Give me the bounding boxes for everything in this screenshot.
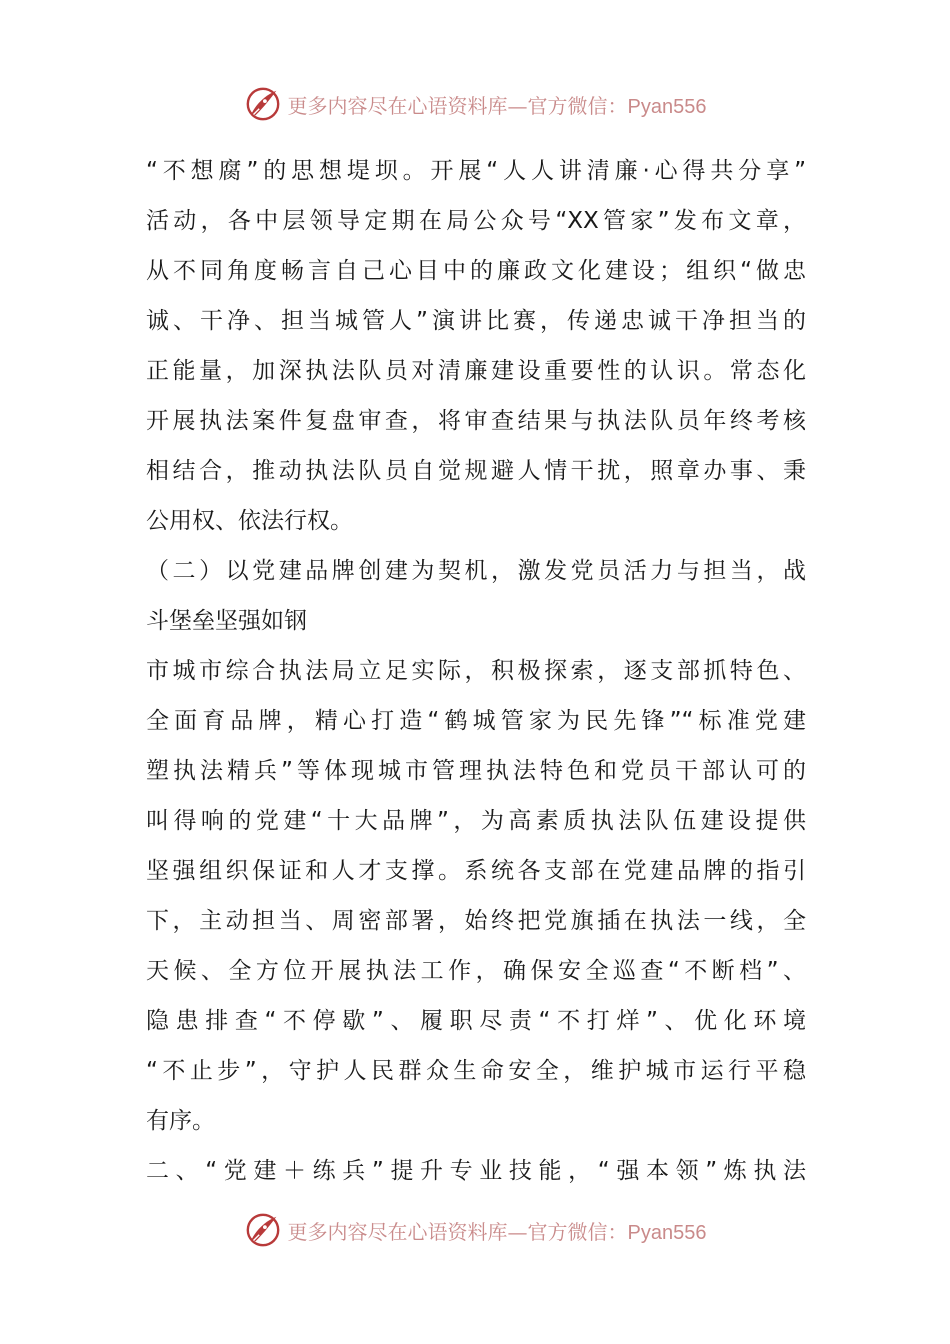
body-line: 从不同角度畅言自己心目中的廉政文化建设；组织“做忠 <box>146 258 806 284</box>
header-wechat-label: 官方微信： <box>527 93 628 118</box>
body-line: 活动，各中层领导定期在局公众号“XX管家”发布文章， <box>146 208 806 234</box>
section-heading-line: 斗堡垒坚强如钢 <box>146 608 307 634</box>
footer-banner-content <box>244 1211 707 1249</box>
body-line: 诚、干净、担当城管人”演讲比赛，传递忠诚干净担当的 <box>146 308 806 334</box>
footer-separator: — <box>507 1219 528 1244</box>
section-heading-line: （二）以党建品牌创建为契机，激发党员活力与担当，战 <box>146 558 806 584</box>
document-body <box>146 146 806 1196</box>
pen-nib-logo-icon <box>244 85 282 123</box>
header-wechat-id: Pyan556 <box>627 95 707 118</box>
body-line: 开展执法案件复盘审查，将审查结果与执法队员年终考核 <box>146 408 806 434</box>
body-line: 下，主动担当、周密部署，始终把党旗插在执法一线，全 <box>146 908 806 934</box>
body-line: 正能量，加深执法队员对清廉建设重要性的认识。常态化 <box>146 358 806 384</box>
body-line: 坚强组织保证和人才支撑。系统各支部在党建品牌的指引 <box>146 858 806 884</box>
header-banner-text <box>288 90 707 119</box>
footer-banner-text <box>288 1216 707 1245</box>
header-banner-content <box>244 85 707 123</box>
body-line: 市城市综合执法局立足实际，积极探索，逐支部抓特色、 <box>146 658 806 684</box>
body-line: 隐患排查“不停歇”、履职尽责“不打烊”、优化环境 <box>146 1008 806 1034</box>
body-line: 有序。 <box>146 1108 215 1134</box>
body-line: “不止步”，守护人民群众生命安全，维护城市运行平稳 <box>146 1058 806 1084</box>
body-line: 叫得响的党建“十大品牌”，为高素质执法队伍建设提供 <box>146 808 806 834</box>
section-heading-line: 二、“党建＋练兵”提升专业技能，“强本领”炼执法 <box>146 1158 806 1184</box>
footer-brand-text: 更多内容尽在心语资料库 <box>287 1219 508 1244</box>
footer-wechat-label: 官方微信： <box>527 1219 628 1244</box>
footer-banner <box>0 1208 950 1252</box>
pen-nib-logo-icon <box>244 1211 282 1249</box>
body-line: 塑执法精兵”等体现城市管理执法特色和党员干部认可的 <box>146 758 806 784</box>
header-separator: — <box>507 93 528 118</box>
header-banner <box>0 82 950 126</box>
body-line: 全面育品牌，精心打造“鹤城管家为民先锋”“标准党建 <box>146 708 806 734</box>
body-line: 公用权、依法行权。 <box>146 508 353 534</box>
body-line: 天候、全方位开展执法工作，确保安全巡查“不断档”、 <box>146 958 806 984</box>
body-line: “不想腐”的思想堤坝。开展“人人讲清廉·心得共分享” <box>146 158 806 184</box>
footer-wechat-id: Pyan556 <box>627 1221 707 1244</box>
body-line: 相结合，推动执法队员自觉规避人情干扰，照章办事、秉 <box>146 458 806 484</box>
header-brand-text: 更多内容尽在心语资料库 <box>287 93 508 118</box>
